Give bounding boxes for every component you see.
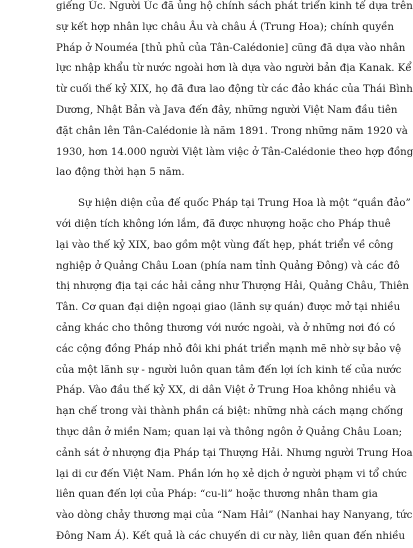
text-line: lực nhập khẩu từ nước ngoài hơn là dựa vào người bản địa Kanak. Kể [56, 63, 412, 75]
text-line: Pháp. Vào đầu thế kỷ XX, di dân Việt ở Trung Hoa không nhiều và [56, 385, 397, 397]
text-line: 1930, hơn 14.000 người Việt làm việc ở Tân-Calédonie theo hợp đồng [56, 146, 413, 158]
text-line: lại di cư đến Việt Nam. Phần lớn họ xẻ dịch ở người phạm vi tổ chức [56, 468, 407, 480]
text-line: từ cuối thế kỷ XIX, họ đã đưa lao động từ các đảo khác của Thái Bình [56, 84, 413, 96]
text-line: giếng Úc. Người Úc đã ủng hộ chính sách phát triển kinh tế dựa trên [56, 1, 413, 12]
text-line: nghiệp ở Quảng Châu Loan (phía nam tỉnh Quảng Đông) và các đô [56, 260, 400, 272]
text-line: lao động thời hạn 5 năm. [56, 167, 185, 179]
text-line: Đông Nam Á). Kết quả là các chuyến di cư này, liên quan đến nhiều [56, 530, 406, 542]
text-line: liên quan đến lợi của Pháp: “cu-li” hoặc thương nhân tham gia [56, 489, 378, 501]
text-line: Pháp ở Nouméa [thủ phủ của Tân-Calédonie] cũng đã dựa vào nhân [56, 42, 406, 54]
text-line: sự kết hợp nhân lực châu Âu và châu Á (Trung Hoa); chính quyền [56, 21, 394, 33]
text-line: lại vào thế kỷ XIX, bao gồm một vùng đất hẹp, phát triển về công [56, 239, 394, 251]
text-line: cảnh sát ở nhượng địa Pháp tại Thượng Hải. Nhưng người Trung Hoa [56, 447, 413, 459]
paragraph [0, 194, 413, 548]
text-line: của một lãnh sự - người luôn quan tâm đến lợi ích kinh tế của nước [56, 364, 402, 376]
text-line: Tân. Cơ quan đại diện ngoại giao (lãnh sự quán) được mở tại nhiều [56, 302, 401, 314]
text-line: vào dòng chảy thương mại của “Nam Hải” (Nanhai hay Nanyang, tức [56, 510, 413, 522]
paragraph [0, 0, 413, 184]
text-line: Dương, Nhật Bản và Java đến đây, những người Việt Nam đầu tiên [56, 104, 398, 116]
paragraph-gap [0, 184, 400, 194]
text-line: đặt chân lên Tân-Calédonie là năm 1891. Trong những năm 1920 và [56, 125, 408, 137]
text-line: thị nhượng địa tại các hải cảng như Thượng Hải, Quảng Châu, Thiên [56, 281, 409, 293]
text-line: với diện tích không lớn lắm, đã được nhượng hoặc cho Pháp thuê [56, 218, 391, 230]
text-line: hạn chế trong vài thành phần cá biệt: những nhà cách mạng chống [56, 406, 404, 418]
text-line: cảng khác cho thông thương với nước ngoài, và ở những nơi đó có [56, 322, 396, 334]
text-line: Sự hiện diện của đế quốc Pháp tại Trung Hoa là một “quần đảo” [78, 198, 411, 210]
text-line: các cộng đồng Pháp nhỏ đôi khi phát triển mạnh mẽ nhờ sự bảo vệ [56, 343, 402, 355]
text-line: thực dân ở miền Nam; quan lại và thông ngôn ở Quảng Châu Loan; [56, 426, 403, 438]
